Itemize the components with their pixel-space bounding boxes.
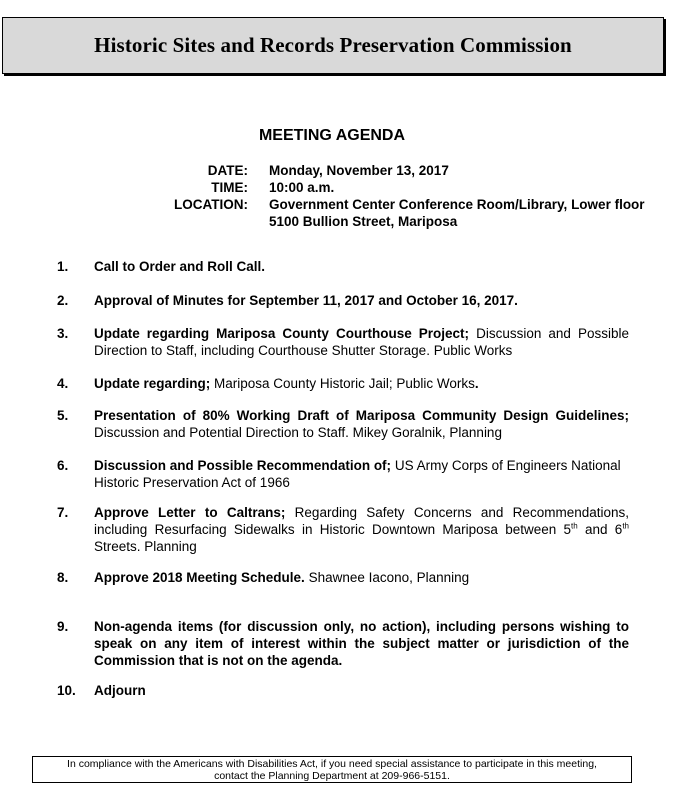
date-label: DATE:: [207, 163, 248, 178]
item-heading: Discussion and Possible Recommendation of;: [94, 458, 392, 473]
item-description: Shawnee Iacono, Planning: [304, 570, 470, 585]
meeting-details: [0, 163, 680, 231]
item-heading: Update regarding Mariposa County Courthouse Project;: [94, 326, 470, 341]
item-description: Streets. Planning: [94, 539, 197, 554]
item-number: 10.: [57, 683, 76, 698]
item-heading: Presentation of 80% Working Draft of Mariposa Community Design Guidelines;: [94, 408, 629, 423]
item-number: 4.: [57, 376, 69, 391]
item-description: US Army Corps of Engineers National Historic Preservation Act of 1966: [94, 458, 621, 490]
ada-notice: [32, 756, 632, 783]
time-value: 10:00 a.m.: [269, 180, 335, 195]
item-heading: Approval of Minutes for September 11, 2017 and October 16, 2017.: [94, 293, 518, 308]
item-heading: Call to Order and Roll Call.: [94, 259, 266, 274]
item-number: 8.: [57, 570, 69, 585]
agenda-title: MEETING AGENDA: [258, 127, 406, 144]
location-line-1: Government Center Conference Room/Library, Lower floor: [269, 197, 645, 212]
superscript-th: th: [622, 521, 629, 531]
page-title: Historic Sites and Records Preservation Commission: [94, 33, 572, 57]
item-description: Regarding Safety Concerns and Recommendations, including Resurfacing Sidewalks in Historic Downtown Mariposa between 5: [94, 505, 629, 537]
item-description: and 6: [577, 522, 623, 537]
item-description: Mariposa County Historic Jail; Public Works: [210, 376, 475, 391]
time-row: [0, 180, 680, 197]
item-heading-tail: .: [474, 376, 479, 391]
item-description: Discussion and Possible Direction to Staff, including Courthouse Shutter Storage. Public Works: [94, 326, 629, 358]
date-row: [0, 163, 680, 180]
item-heading: Update regarding;: [94, 376, 211, 391]
item-number: 5.: [57, 408, 69, 423]
location-row-2: [0, 214, 680, 231]
item-number: 2.: [57, 293, 69, 308]
item-number: 7.: [57, 505, 69, 520]
location-label: LOCATION:: [174, 197, 248, 212]
item-description: Discussion and Potential Direction to Staff. Mikey Goralnik, Planning: [94, 425, 502, 440]
header-banner: [2, 17, 664, 74]
time-label: TIME:: [211, 180, 248, 195]
item-heading: Approve 2018 Meeting Schedule.: [94, 570, 305, 585]
location-line-2: 5100 Bullion Street, Mariposa: [269, 214, 458, 229]
item-number: 1.: [57, 259, 69, 274]
ada-notice-line-1: In compliance with the Americans with Disabilities Act, if you need special assistance to participate in this meeting,: [67, 758, 597, 770]
item-heading: Non-agenda items (for discussion only, no action), including persons wishing to speak on any item of interest within the subject matter or jurisdiction of the Commission that is not on the agenda.: [94, 619, 629, 668]
item-number: 6.: [57, 458, 69, 473]
date-value: Monday, November 13, 2017: [269, 163, 449, 178]
item-heading: Adjourn: [94, 683, 146, 698]
item-heading: Approve Letter to Caltrans;: [94, 505, 286, 520]
ada-notice-line-2: contact the Planning Department at 209-966-5151.: [214, 770, 450, 782]
location-row: [0, 197, 680, 214]
superscript-th: th: [571, 521, 578, 531]
item-number: 3.: [57, 326, 69, 341]
item-number: 9.: [57, 619, 69, 634]
